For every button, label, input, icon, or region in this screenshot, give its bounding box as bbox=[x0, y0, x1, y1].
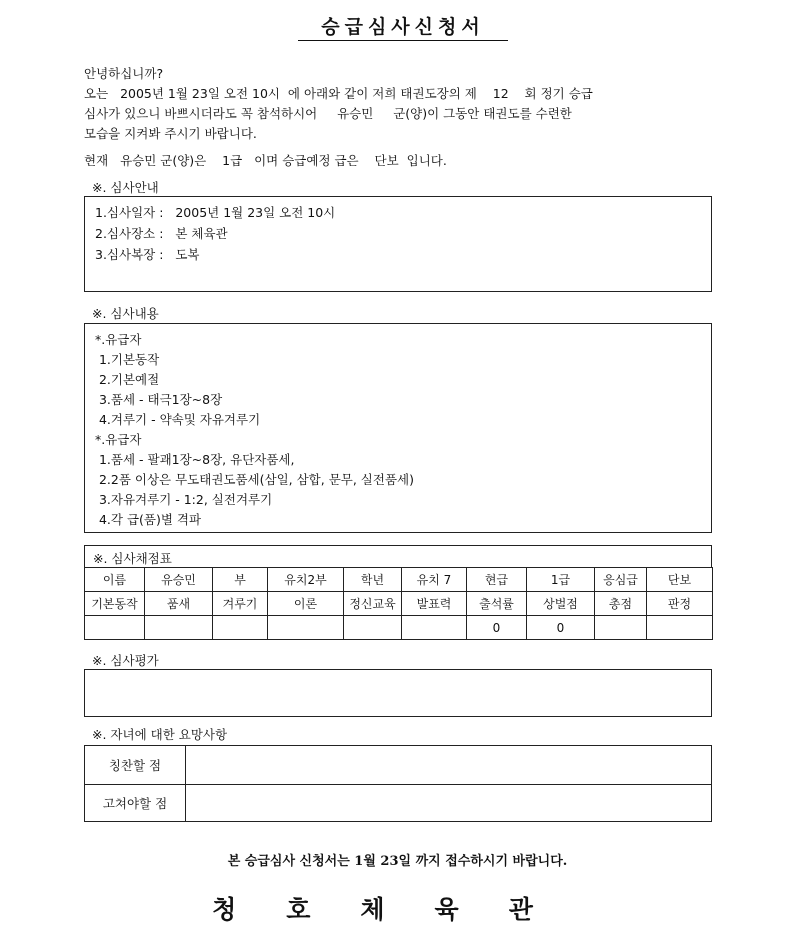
table-cell: 부 bbox=[213, 568, 268, 592]
guide-item-attire: 3.심사복장 : 도복 bbox=[95, 247, 200, 262]
table-cell: 유치 7 bbox=[402, 568, 467, 592]
content-item: 1.기본동작 bbox=[95, 352, 160, 367]
table-cell bbox=[145, 616, 213, 640]
content-heading: ※. 심사내용 bbox=[92, 306, 159, 321]
greeting: 안녕하십니까? bbox=[84, 66, 164, 81]
table-cell: 학년 bbox=[344, 568, 402, 592]
requests-box bbox=[84, 745, 712, 822]
table-cell: 이론 bbox=[268, 592, 344, 616]
table-cell bbox=[213, 616, 268, 640]
evaluation-heading: ※. 심사평가 bbox=[92, 653, 159, 668]
content-item: 3.자유겨루기 - 1:2, 실전겨루기 bbox=[95, 492, 273, 507]
improve-field[interactable] bbox=[186, 785, 711, 821]
guide-heading: ※. 심사안내 bbox=[92, 180, 159, 195]
content-item: 3.품세 - 태극1장~8장 bbox=[95, 392, 223, 407]
table-cell: 0 bbox=[527, 616, 595, 640]
content-item: 1.품세 - 팔괘1장~8장, 유단자품세, bbox=[95, 452, 295, 467]
table-cell: 상벌점 bbox=[527, 592, 595, 616]
content-item: 2.기본예절 bbox=[95, 372, 160, 387]
table-cell: 유승민 bbox=[145, 568, 213, 592]
content-item: 4.각 급(품)별 격파 bbox=[95, 512, 202, 527]
table-cell: 기본동작 bbox=[85, 592, 145, 616]
praise-label: 칭찬할 점 bbox=[85, 746, 186, 784]
guide-item-place: 2.심사장소 : 본 체육관 bbox=[95, 226, 228, 241]
improve-label: 고쳐야할 점 bbox=[85, 785, 186, 821]
table-cell: 출석률 bbox=[467, 592, 527, 616]
table-cell bbox=[268, 616, 344, 640]
table-cell: 1급 bbox=[527, 568, 595, 592]
table-cell: 유치2부 bbox=[268, 568, 344, 592]
table-cell: 품새 bbox=[145, 592, 213, 616]
content-item: *.유급자 bbox=[95, 432, 142, 447]
table-cell: 겨루기 bbox=[213, 592, 268, 616]
table-cell bbox=[595, 616, 647, 640]
guide-box bbox=[84, 196, 712, 292]
table-cell: 판정 bbox=[647, 592, 713, 616]
requests-heading: ※. 자녀에 대한 요망사항 bbox=[92, 727, 228, 742]
table-cell: 0 bbox=[467, 616, 527, 640]
content-item: 2.2품 이상은 무도태권도품세(삼일, 삼합, 문무, 실전품세) bbox=[95, 472, 414, 487]
title-underline bbox=[298, 40, 508, 41]
intro-line-3: 모습을 지켜봐 주시기 바랍니다. bbox=[84, 126, 257, 141]
scoring-table bbox=[84, 567, 713, 640]
table-cell: 단보 bbox=[647, 568, 713, 592]
table-cell: 이름 bbox=[85, 568, 145, 592]
table-cell bbox=[647, 616, 713, 640]
scoring-heading: ※. 심사채점표 bbox=[93, 551, 172, 566]
scoring-heading-box bbox=[84, 545, 712, 568]
table-row bbox=[85, 592, 713, 616]
table-cell: 총점 bbox=[595, 592, 647, 616]
praise-row bbox=[85, 746, 711, 785]
guide-item-date: 1.심사일자 : 2005년 1월 23일 오전 10시 bbox=[95, 205, 336, 220]
table-cell bbox=[402, 616, 467, 640]
content-item: *.유급자 bbox=[95, 332, 142, 347]
page-title: 승급심사신청서 bbox=[321, 16, 485, 38]
praise-field[interactable] bbox=[186, 746, 711, 784]
content-box bbox=[84, 323, 712, 533]
intro-line-2: 심사가 있으니 바쁘시더라도 꼭 참석하시어 유승민 군(양)이 그동안 태권도를 수련한 bbox=[84, 106, 572, 121]
evaluation-box bbox=[84, 669, 712, 717]
table-cell: 정신교육 bbox=[344, 592, 402, 616]
table-cell: 현급 bbox=[467, 568, 527, 592]
table-cell bbox=[85, 616, 145, 640]
table-cell: 발표력 bbox=[402, 592, 467, 616]
submission-note: 본 승급심사 신청서는 1월 23일 까지 접수하시기 바랍니다. bbox=[227, 854, 568, 869]
improve-row bbox=[85, 785, 711, 821]
table-cell bbox=[344, 616, 402, 640]
table-row bbox=[85, 568, 713, 592]
table-row bbox=[85, 616, 713, 640]
content-item: 4.겨루기 - 약속및 자유겨루기 bbox=[95, 412, 261, 427]
intro-line-1: 오는 2005년 1월 23일 오전 10시 에 아래와 같이 저희 태권도장의 제 12 회 정기 승급 bbox=[84, 86, 593, 101]
table-cell: 응심급 bbox=[595, 568, 647, 592]
organization-name: 청호체육관 bbox=[212, 895, 583, 924]
current-grade-line: 현재 유승민 군(양)은 1급 이며 승급예정 급은 단보 입니다. bbox=[84, 153, 447, 168]
